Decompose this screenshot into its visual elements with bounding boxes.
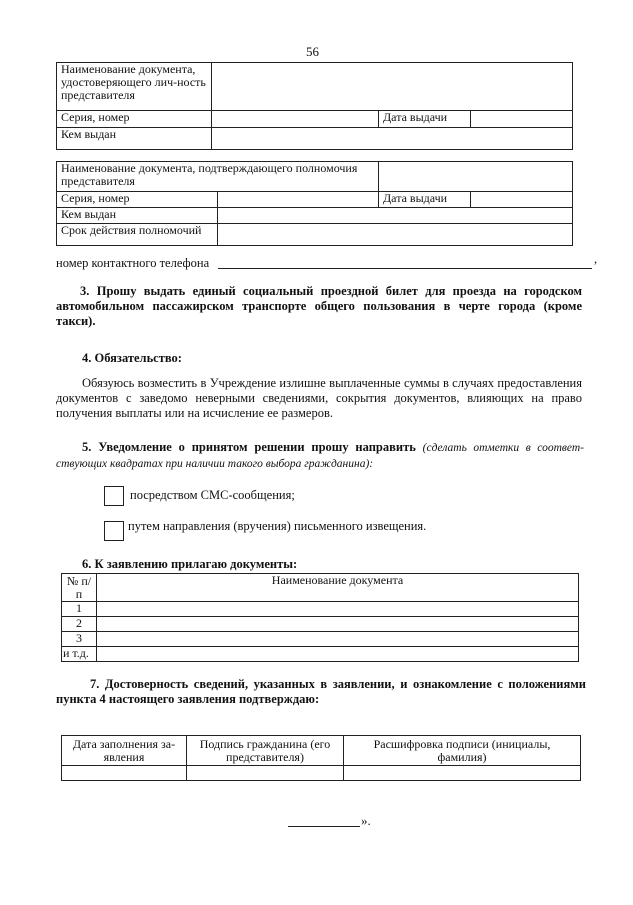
doc-row-num: 1 — [62, 602, 97, 617]
doc-row-name[interactable] — [97, 632, 579, 647]
section7-text: 7. Достоверность сведений, указанных в заявлении, и ознакомление с положениями пункта 4 настоящего заявления подтверждаю: — [56, 677, 586, 706]
doc-row-num: 2 — [62, 617, 97, 632]
rep-id-issued-label: Кем выдан — [57, 128, 212, 150]
doc-row-name[interactable] — [97, 647, 579, 662]
section5-note: (сделать отметки в соответ-ствующих квадратах при наличии такого выбора гражданина): — [56, 442, 584, 470]
section3-number: 3. — [80, 284, 90, 298]
rep-id-date-value[interactable] — [471, 111, 573, 128]
doc-row-num: 3 — [62, 632, 97, 647]
fill-date-header: Дата заполнения за-явления — [62, 736, 187, 766]
rep-id-table — [56, 62, 573, 150]
letter-option-label: путем направления (вручения) письменного извещения. — [128, 519, 427, 533]
rep-auth-validity-label: Срок действия полномочий — [57, 224, 218, 246]
col-num-header: № п/п — [62, 574, 97, 602]
rep-auth-series-label: Серия, номер — [57, 192, 218, 208]
section5-heading — [56, 440, 584, 472]
rep-id-doc-name-value[interactable] — [212, 63, 573, 111]
attached-docs-table — [61, 573, 579, 662]
signature-decode-header: Расшифровка подписи (инициалы, фамилия) — [344, 736, 581, 766]
rep-auth-series-value[interactable] — [218, 192, 379, 208]
phone-input-line[interactable] — [218, 268, 592, 269]
section4-text: Обязуюсь возместить в Учреждение излишне выплаченные суммы в случаях предоставления документов с заведомо неверными сведениями, сокрытия документов, влияющих на право получения выплаты или на исчисление ее размеров. — [56, 376, 582, 420]
rep-id-series-label: Серия, номер — [57, 111, 212, 128]
section3-body: Прошу выдать единый социальный проездной билет для проезда на городском автомобильном пассажирском транспорте общего пользования в черте города (кроме такси). — [56, 284, 583, 328]
section3-text — [56, 284, 582, 329]
footer-date-line[interactable] — [288, 826, 360, 827]
signature-decode-value[interactable] — [344, 766, 581, 781]
rep-id-issued-value[interactable] — [212, 128, 573, 150]
page-number: 56 — [306, 44, 319, 59]
doc-row-name[interactable] — [97, 602, 579, 617]
rep-auth-issued-value[interactable] — [218, 208, 573, 224]
rep-auth-date-value[interactable] — [471, 192, 573, 208]
rep-auth-validity-value[interactable] — [218, 224, 573, 246]
rep-id-series-value[interactable] — [212, 111, 379, 128]
doc-row-name[interactable] — [97, 617, 579, 632]
fill-date-value[interactable] — [62, 766, 187, 781]
rep-id-doc-name-label: Наименование документа, удостоверяющего лич-ность представителя — [57, 63, 212, 111]
phone-label: номер контактного телефона — [56, 256, 210, 270]
phone-trailing-comma: , — [594, 252, 598, 266]
signature-header: Подпись гражданина (его представителя) — [187, 736, 344, 766]
rep-auth-table — [56, 161, 573, 246]
sms-option-label: посредством СМС-сообщения; — [130, 488, 295, 502]
rep-id-date-label: Дата выдачи — [379, 111, 471, 128]
section6-title: 6. К заявлению прилагаю документы: — [82, 557, 298, 571]
doc-row-num: и т.д. — [62, 647, 97, 662]
col-name-header: Наименование документа — [97, 574, 579, 602]
rep-auth-issued-label: Кем выдан — [57, 208, 218, 224]
sms-checkbox[interactable] — [104, 486, 124, 506]
rep-auth-doc-name-label: Наименование документа, подтверждающего полномочия представителя — [57, 162, 379, 192]
section5-title: 5. Уведомление о принятом решении прошу направить — [82, 440, 416, 454]
signature-value[interactable] — [187, 766, 344, 781]
signature-table — [61, 735, 581, 781]
rep-auth-date-label: Дата выдачи — [379, 192, 471, 208]
section4-title: 4. Обязательство: — [82, 351, 182, 365]
letter-checkbox[interactable] — [104, 521, 124, 541]
rep-auth-doc-name-value[interactable] — [379, 162, 573, 192]
footer-closing-quote: ». — [361, 813, 371, 828]
